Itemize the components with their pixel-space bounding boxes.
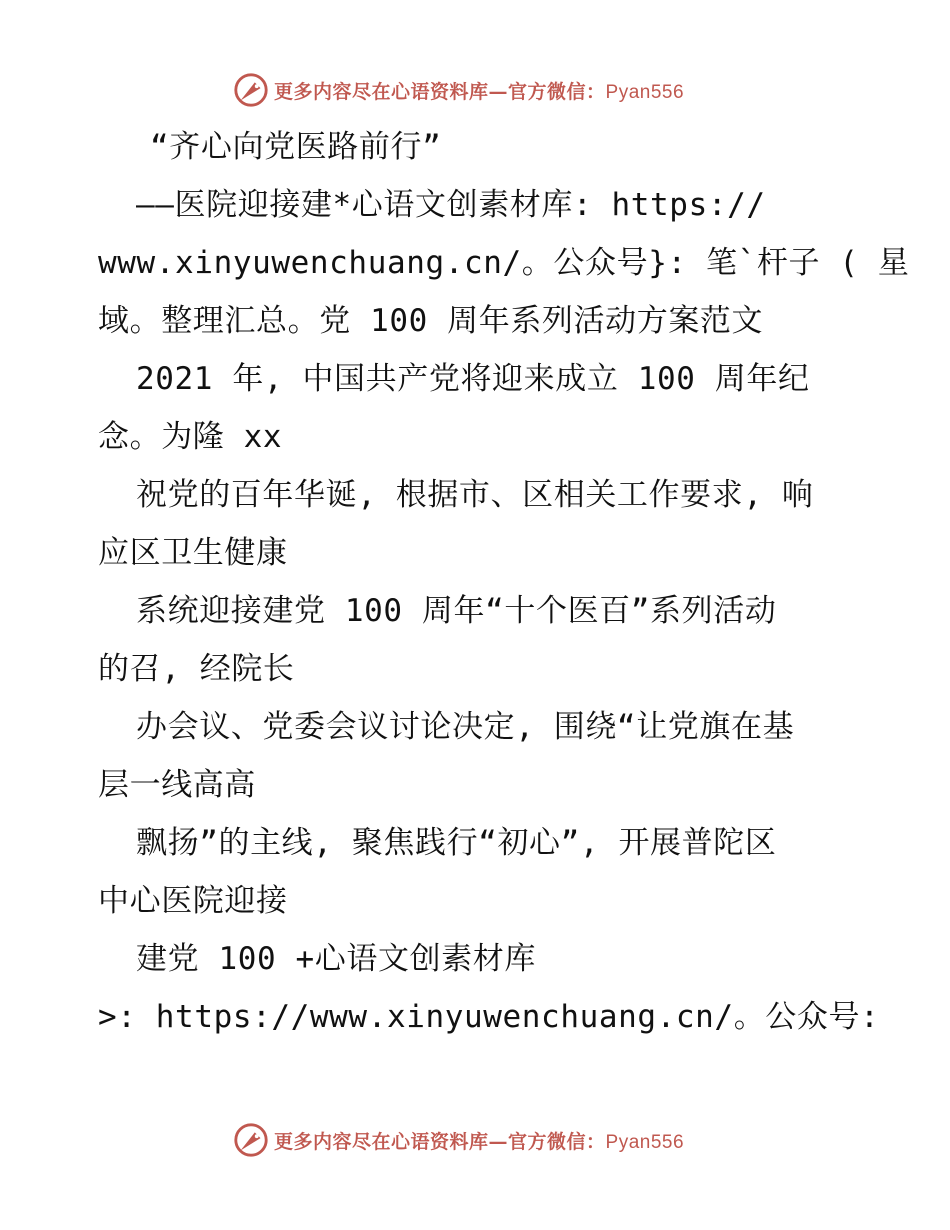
text-line: 中心医院迎接 — [98, 883, 288, 919]
text-line: >: https://www.xinyuwenchuang.cn/。公众号: — [98, 999, 880, 1035]
document-title: “齐心向党医路前行” — [150, 129, 442, 165]
footer-banner — [232, 1120, 712, 1160]
text-line: 应区卫生健康 — [98, 535, 288, 571]
text-line: ——医院迎接建*心语文创素材库: https:// — [136, 187, 766, 223]
banner-wechat-id: Pyan556 — [605, 81, 685, 103]
header-banner — [232, 70, 712, 110]
text-line: 飘扬”的主线, 聚焦践行“初心”, 开展普陀区 — [136, 825, 777, 861]
text-line: 办会议、党委会议讨论决定, 围绕“让党旗在基 — [136, 709, 795, 745]
text-line: 系统迎接建党 100 周年“十个医百”系列活动 — [136, 593, 777, 629]
banner-text — [274, 77, 684, 104]
banner-text — [274, 1127, 684, 1154]
text-line: 祝党的百年华诞, 根据市、区相关工作要求, 响 — [136, 477, 814, 513]
document-body — [98, 118, 910, 1046]
text-line: 念。为隆 xx — [98, 419, 283, 455]
pen-nib-logo-icon — [232, 1121, 270, 1159]
text-line: 域。整理汇总。党 100 周年系列活动方案范文 — [98, 303, 764, 339]
text-line: 2021 年, 中国共产党将迎来成立 100 周年纪 — [136, 361, 810, 397]
banner-slogan: 更多内容尽在心语资料库—官方微信： — [274, 1130, 606, 1153]
text-line: www.xinyuwenchuang.cn/。公众号}: 笔`杆子 ( 星 — [98, 245, 910, 281]
banner-wechat-id: Pyan556 — [605, 1131, 685, 1153]
text-line: 建党 100 +心语文创素材库 — [136, 941, 536, 977]
text-line: 层一线高高 — [98, 767, 256, 803]
pen-nib-logo-icon — [232, 71, 270, 109]
text-line: 的召, 经院长 — [98, 651, 295, 687]
banner-slogan: 更多内容尽在心语资料库—官方微信： — [274, 80, 606, 103]
